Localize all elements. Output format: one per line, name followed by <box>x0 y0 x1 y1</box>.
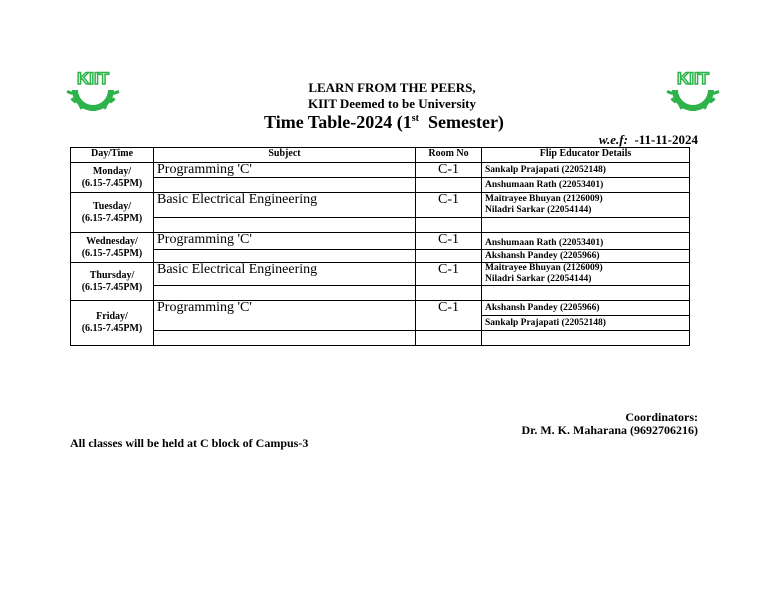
venue-note: All classes will be held at C block of Campus-3 <box>70 436 309 450</box>
time-label: (6.15-7.45PM) <box>81 247 143 259</box>
day-label: Wednesday/ <box>86 235 138 247</box>
room-cell-empty <box>416 178 482 193</box>
table-row <box>71 178 690 193</box>
subject-cell: Basic Electrical Engineering <box>154 193 416 218</box>
room-cell-empty <box>416 250 482 263</box>
flip-cell-empty <box>482 286 690 301</box>
time-label: (6.15-7.45PM) <box>81 177 143 189</box>
timetable <box>70 147 690 346</box>
coordinator-name: Dr. M. K. Maharana (9692706216) <box>521 423 698 437</box>
subject-cell: Programming 'C' <box>154 163 416 178</box>
day-cell <box>71 263 154 301</box>
flip-cell-empty <box>482 331 690 346</box>
wef-date <box>599 132 698 148</box>
room-cell-empty <box>416 218 482 233</box>
room-cell: C-1 <box>416 193 482 218</box>
time-label: (6.15-7.45PM) <box>81 212 143 224</box>
table-row <box>71 263 690 286</box>
time-label: (6.15-7.45PM) <box>81 281 143 293</box>
table-row <box>71 331 690 346</box>
flip-cell-empty <box>482 218 690 233</box>
day-cell <box>71 301 154 346</box>
day-label: Monday/ <box>92 165 132 177</box>
header-flip-educator: Flip Educator Details <box>482 148 690 163</box>
flip-educator-cell: Akshansh Pandey (2205966) <box>482 250 690 263</box>
subject-cell-empty <box>154 178 416 193</box>
room-cell: C-1 <box>416 301 482 331</box>
wef-value: -11-11-2024 <box>634 132 698 147</box>
room-cell: C-1 <box>416 263 482 286</box>
header-line-1: LEARN FROM THE PEERS, <box>308 80 476 95</box>
room-cell: C-1 <box>416 233 482 250</box>
flip-educator-name: Niladri Sarkar (22054144) <box>485 205 592 215</box>
flip-educator-cell: Anshumaan Rath (22053401) <box>482 233 690 250</box>
coordinators-label: Coordinators: <box>625 410 698 424</box>
day-cell <box>71 233 154 263</box>
time-label: (6.15-7.45PM) <box>81 323 143 334</box>
table-row <box>71 218 690 233</box>
flip-educator-cell: Sankalp Prajapati (22052148) <box>482 163 690 178</box>
table-row <box>71 301 690 316</box>
wef-label: w.e.f: <box>598 132 628 147</box>
subject-cell-empty <box>154 286 416 301</box>
header-room: Room No <box>416 148 482 163</box>
subject-cell-empty <box>154 218 416 233</box>
room-cell-empty <box>416 331 482 346</box>
day-cell <box>71 193 154 233</box>
table-row <box>71 233 690 250</box>
page-title: Time Table-2024 (1st Semester) <box>264 112 504 132</box>
table-row <box>71 193 690 218</box>
table-row <box>71 286 690 301</box>
flip-educator-cell: Akshansh Pandey (2205966) <box>482 301 690 316</box>
day-label: Friday/ <box>96 311 128 322</box>
flip-educator-name: Maitrayee Bhuyan (2126009) <box>485 263 603 273</box>
subject-cell-empty <box>154 331 416 346</box>
table-row <box>71 250 690 263</box>
room-cell-empty <box>416 286 482 301</box>
day-label: Thursday/ <box>89 269 135 281</box>
header-day-time: Day/Time <box>71 148 154 163</box>
subject-cell-empty <box>154 250 416 263</box>
svg-text:KIIT: KIIT <box>676 69 710 88</box>
subject-cell: Basic Electrical Engineering <box>154 263 416 286</box>
table-row <box>71 163 690 178</box>
flip-educator-cell <box>482 193 690 218</box>
subject-cell: Programming 'C' <box>154 233 416 250</box>
day-cell <box>71 163 154 193</box>
flip-educator-name: Maitrayee Bhuyan (2126009) <box>485 194 603 204</box>
header-subject: Subject <box>154 148 416 163</box>
flip-educator-cell: Sankalp Prajapati (22052148) <box>482 316 690 331</box>
flip-educator-name: Niladri Sarkar (22054144) <box>485 274 592 284</box>
flip-educator-cell: Anshumaan Rath (22053401) <box>482 178 690 193</box>
svg-text:KIIT: KIIT <box>76 69 110 88</box>
day-label: Tuesday/ <box>93 200 131 212</box>
flip-educator-cell <box>482 263 690 286</box>
table-header-row <box>71 148 690 163</box>
room-cell: C-1 <box>416 163 482 178</box>
subject-cell: Programming 'C' <box>154 301 416 331</box>
header-line-2: KIIT Deemed to be University <box>307 96 477 111</box>
